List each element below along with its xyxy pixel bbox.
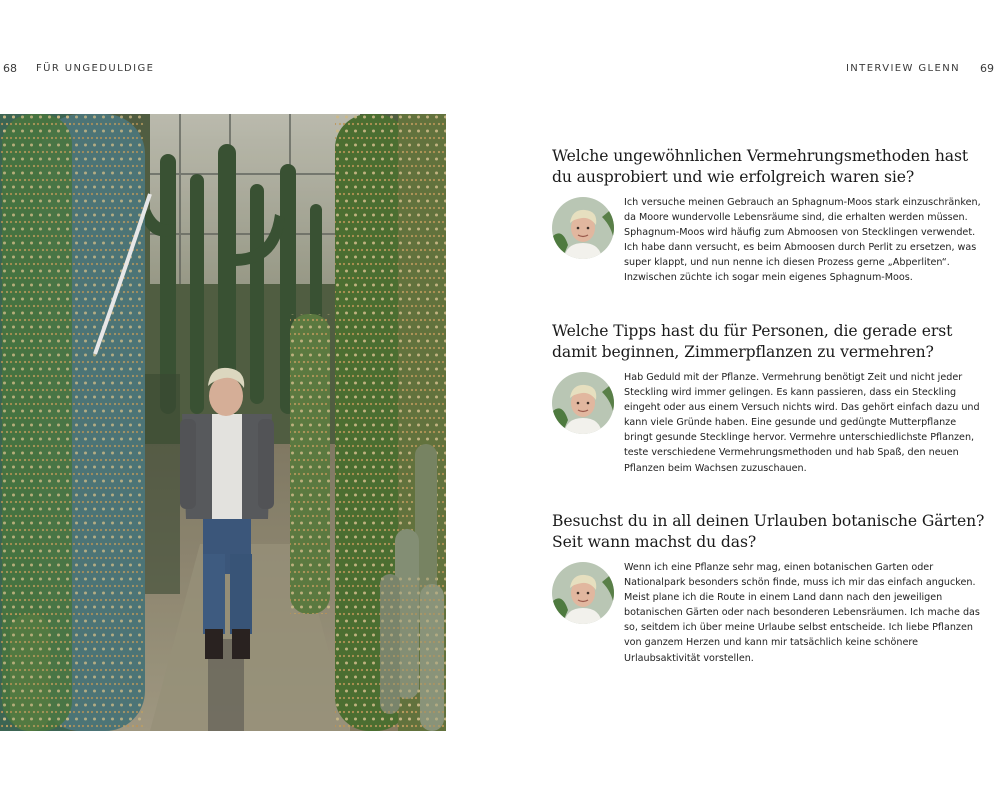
- interviewee-avatar-image: [552, 197, 614, 259]
- right-running-head: INTERVIEW GLENN: [845, 63, 960, 74]
- answer-block: [552, 560, 992, 666]
- answer-text: Hab Geduld mit der Pflanze. Vermehrung benötigt Zeit und nicht jeder Steckling wird immer gelingen. Es kann passieren, dass ein Steckling eingeht oder aus einem Versuch nichts wird. Das gehört einfach dazu und kann viele Gründe haben. Eine gesunde und gedüngte Mutterpflanze bringt gesunde Stecklinge hervor. Vermehre unterschiedlichste Pflanzen, teste verschiedene Vermehrungsmethoden und hab Spaß, den neuen Pflanzen beim Wachsen zuzuschauen.: [624, 372, 980, 474]
- right-page-number: 69: [980, 62, 994, 75]
- qa-block-3: [552, 511, 992, 666]
- question-heading: Besuchst du in all deinen Urlauben botanische Gärten? Seit wann machst du das?: [552, 512, 985, 551]
- qa-block-1: [552, 146, 992, 286]
- answer-block: [552, 195, 992, 286]
- interviewee-avatar-image: [552, 562, 614, 624]
- left-running-head: FÜR UNGEDULDIGE: [36, 63, 155, 74]
- left-page-number: 68: [3, 62, 17, 75]
- question-heading: Welche ungewöhnlichen Vermehrungsmethoden hast du ausprobiert und wie erfolgreich waren sie?: [552, 147, 969, 186]
- interviewee-avatar-image: [552, 372, 614, 434]
- question-heading: Welche Tipps hast du für Personen, die gerade erst damit beginnen, Zimmerpflanzen zu vermehren?: [552, 322, 953, 361]
- qa-block-2: [552, 321, 992, 476]
- answer-text: Wenn ich eine Pflanze sehr mag, einen botanischen Garten oder Nationalpark besonders schön finde, muss ich mir das einfach angucken. Meist plane ich die Route in einem Land dann nach den jeweiligen botanischen Gärten oder nach besonderen Lebensräumen. Ich mache das so, seitdem ich über meine Urlaube selbst entscheide. Ich liebe Pflanzen von ganzem Herzen und kann mir tatsächlich keine schönere Urlaubsaktivität vorstellen.: [624, 562, 980, 664]
- cactus-greenhouse-photo: [0, 114, 446, 731]
- answer-text: Ich versuche meinen Gebrauch an Sphagnum-Moos stark einzuschränken, da Moore wundervolle Lebensräume sind, die erhalten werden müssen. Sphagnum-Moos wird häufig zum Abmoosen von Stecklingen verwendet. Ich habe dann versucht, es beim Abmoosen durch Perlit zu ersetzen, was super klappt, und nun nenne ich diesen Prozess gerne „Abperliten“. Inzwischen züchte ich sogar mein eigenes Sphagnum-Moos.: [624, 197, 981, 284]
- answer-block: [552, 370, 992, 476]
